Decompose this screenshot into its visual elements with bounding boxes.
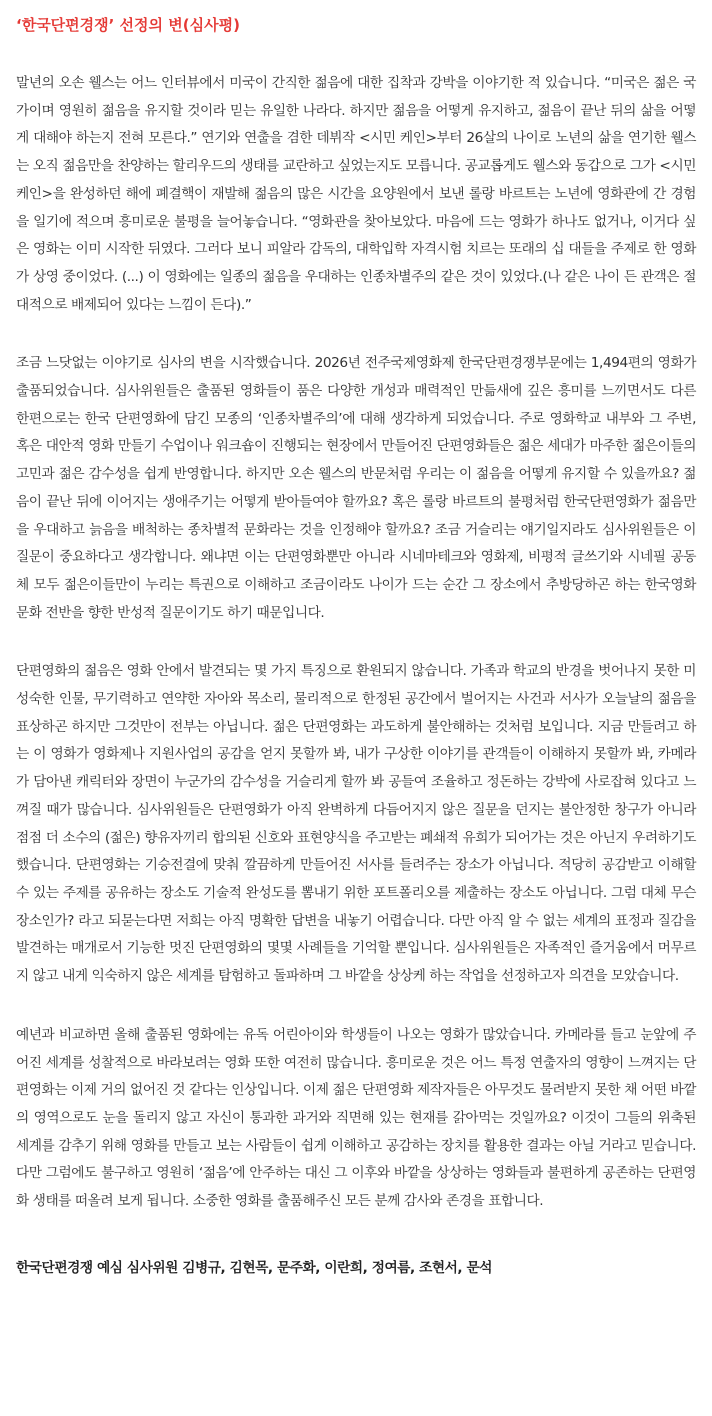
jury-signature: 한국단편경쟁 예심 심사위원 김병규, 김현목, 문주화, 이란희, 정여름, 조현서, 문석 xyxy=(16,1259,493,1276)
document-title: ‘한국단편경쟁’ 선정의 변(심사평) xyxy=(16,16,240,34)
paragraph-1: 말년의 오손 웰스는 어느 인터뷰에서 미국이 간직한 젊음에 대한 집착과 강박을 이야기한 적 있습니다. “미국은 젊은 국가이며 영원히 젊음을 유지할 것이라 믿는 유일한 나라다. 하지만 젊음을 어떻게 유지하고, 젊음이 끝난 뒤의 삶을 어떻게 대해야 하는지 전혀 모른다.” 연기와 연출을 겸한 데뷔작 <시민 케인>부터 26살의 나이로 노년의 삶을 연기한 웰스는 오직 젊음만을 찬양하는 할리우드의 생태를 교란하고 싶었는지도 모릅니다. 공교롭게도 웰스와 동갑으로 그가 <시민 케인>을 완성하던 해에 폐결핵이 재발해 젊음의 많은 시간을 요양원에서 보낸 롤랑 바르트는 노년에 영화관에 간 경험을 일기에 적으며 흥미로운 불평을 늘어놓습니다. “영화관을 찾아보았다. 마음에 드는 영화가 하나도 없거나, 이거다 싶은 영화는 이미 시작한 뒤였다. 그러다 보니 피알라 감독의, 대학입학 자격시험 치르는 또래의 십 대들을 주제로 한 영화가 상영 중이었다. (...) 이 영화에는 일종의 젊음을 우대하는 인종차별주의 같은 것이 있었다.(나 같은 나이 든 관객은 절대적으로 배제되어 있다는 느낌이 든다).” xyxy=(16,75,696,313)
paragraph-2: 조금 느닷없는 이야기로 심사의 변을 시작했습니다. 2026년 전주국제영화제 한국단편경쟁부문에는 1,494편의 영화가 출품되었습니다. 심사위원들은 출품된 영화들이 품은 다양한 개성과 매력적인 만듦새에 깊은 흥미를 느끼면서도 다른 한편으로는 한국 단편영화에 담긴 모종의 ‘인종차별주의’에 대해 생각하게 되었습니다. 주로 영화학교 내부와 그 주변, 혹은 대안적 영화 만들기 수업이나 워크숍이 진행되는 현장에서 만들어진 단편영화들은 젊은 세대가 마주한 젊은이들의 고민과 젊은 감수성을 쉽게 반영합니다. 하지만 오손 웰스의 반문처럼 우리는 이 젊음을 어떻게 유지할 수 있을까요? 젊음이 끝난 뒤에 이어지는 생애주기는 어떻게 받아들여야 할까요? 혹은 롤랑 바르트의 불평처럼 한국단편영화가 젊음만을 우대하고 늙음을 배척하는 종차별적 문화라는 것을 인정해야 할까요? 조금 거슬리는 얘기일지라도 심사위원들은 이 질문이 중요하다고 생각합니다. 왜냐면 이는 단편영화뿐만 아니라 시네마테크와 영화제, 비평적 글쓰기와 시네필 공동체 모두 젊은이들만이 누리는 특권으로 이해하고 조금이라도 나이가 드는 순간 그 장소에서 추방당하곤 하는 한국영화문화 전반을 향한 반성적 질문이기도 하기 때문입니다. xyxy=(16,355,696,621)
paragraph-4: 예년과 비교하면 올해 출품된 영화에는 유독 어린아이와 학생들이 나오는 영화가 많았습니다. 카메라를 들고 눈앞에 주어진 세계를 성찰적으로 바라보려는 영화 또한 여전히 많습니다. 흥미로운 것은 어느 특정 연출자의 영향이 느껴지는 단편영화는 이제 거의 없어진 것 같다는 인상입니다. 이제 젊은 단편영화 제작자들은 아무것도 물려받지 못한 채 어떤 바깥의 영역으로도 눈을 돌리지 않고 자신이 통과한 과거와 직면해 있는 현재를 갉아먹는 것일까요? 이것이 그들의 위축된 세계를 감추기 위해 영화를 만들고 보는 사람들이 쉽게 이해하고 공감하는 장치를 활용한 결과는 아닐 거라고 믿습니다. 다만 그럼에도 불구하고 영원히 ‘젊음’에 안주하는 대신 그 이후와 바깥을 상상하는 영화들과 불편하게 공존하는 단편영화 생태를 떠올려 보게 됩니다. 소중한 영화를 출품해주신 모든 분께 감사와 존경을 표합니다. xyxy=(16,1026,696,1210)
paragraph-3: 단편영화의 젊음은 영화 안에서 발견되는 몇 가지 특징으로 환원되지 않습니다. 가족과 학교의 반경을 벗어나지 못한 미성숙한 인물, 무기력하고 연약한 자아와 목소리, 물리적으로 한정된 공간에서 벌어지는 사건과 서사가 오늘날의 젊음을 표상하곤 하지만 그것만이 전부는 아닙니다. 젊은 단편영화는 과도하게 불안해하는 것처럼 보입니다. 지금 만들려고 하는 이 영화가 영화제나 지원사업의 공감을 얻지 못할까 봐, 내가 구상한 이야기를 관객들이 이해하지 못할까 봐, 카메라가 담아낸 캐릭터와 장면이 누군가의 감수성을 거슬리게 할까 봐 공들여 조율하고 정돈하는 강박에 사로잡혀 있다고 느껴질 때가 많습니다. 심사위원들은 단편영화가 아직 완벽하게 다듬어지지 않은 질문을 던지는 불안정한 창구가 아니라 점점 더 소수의 (젊은) 향유자끼리 합의된 신호와 표현양식을 주고받는 폐쇄적 유희가 되어가는 것은 아닌지 우려하기도 했습니다. 단편영화는 기승전결에 맞춰 깔끔하게 만들어진 서사를 들려주는 장소가 아닙니다. 적당히 공감받고 이해할 수 있는 주제를 공유하는 장소도 기술적 완성도를 뽐내기 위한 포트폴리오를 제출하는 장소도 아닙니다. 그럼 대체 무슨 장소인가? 라고 되묻는다면 저희는 아직 명확한 답변을 내놓기 어렵습니다. 다만 아직 알 수 없는 세계의 표정과 질감을 발견하는 매개로서 기능한 멋진 단편영화의 몇몇 사례들을 기억할 뿐입니다. 심사위원들은 자족적인 즐거움에서 머무르지 않고 내게 익숙하지 않은 세계를 탐험하고 돌파하며 그 바깥을 상상케 하는 작업을 선정하고자 의견을 모았습니다. xyxy=(16,663,696,985)
